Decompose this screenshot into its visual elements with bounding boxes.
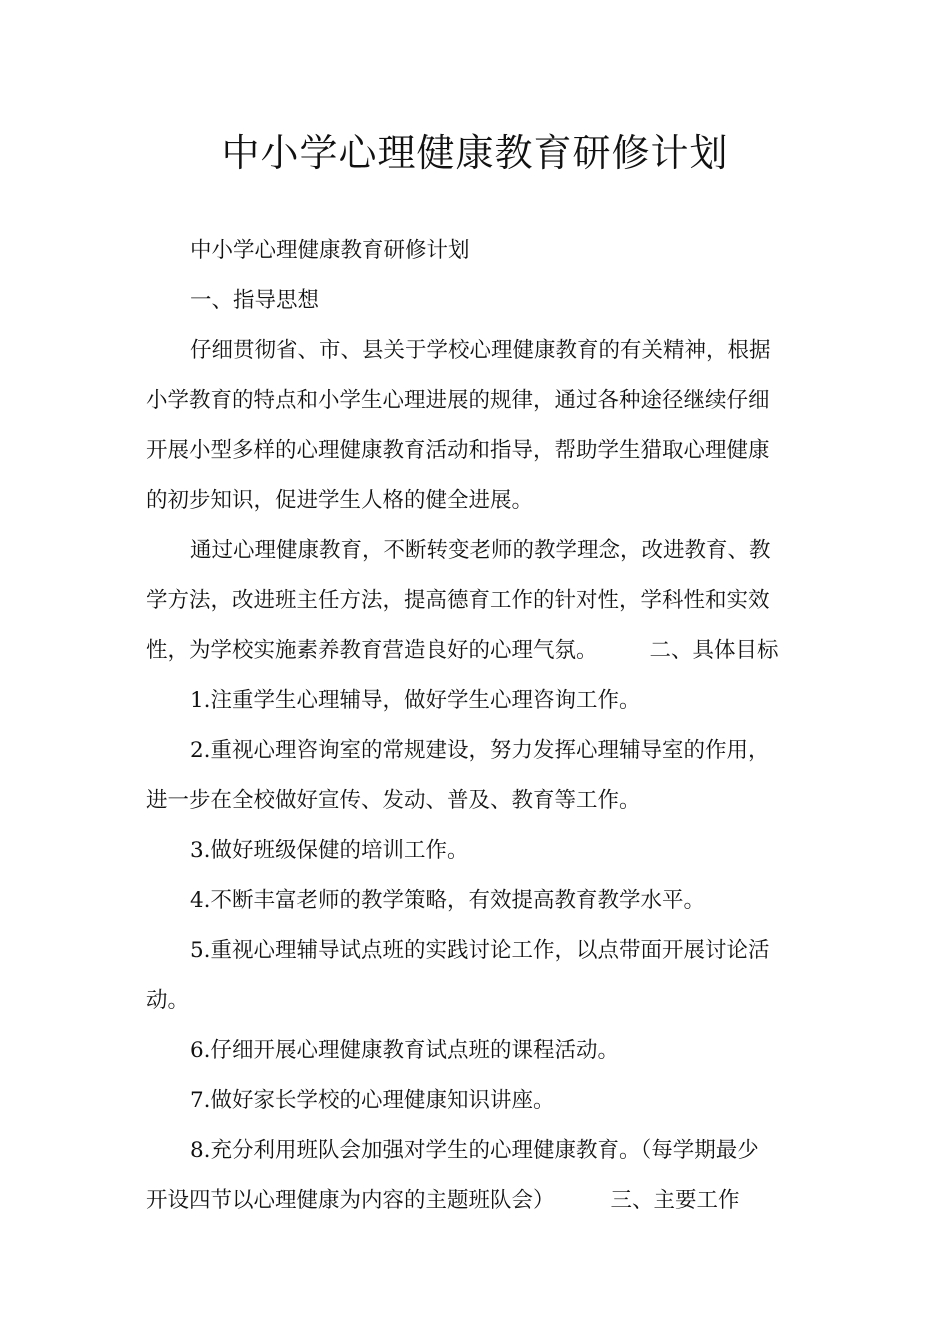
list-item: 8.充分利用班队会加强对学生的心理健康教育。（每学期最少 <box>190 1138 759 1163</box>
paragraph-line: 学方法，改进班主任方法，提高德育工作的针对性，学科性和实效 <box>146 588 770 613</box>
list-item: 2.重视心理咨询室的常规建设，努力发挥心理辅导室的作用， <box>190 738 770 763</box>
list-item: 3.做好班级保健的培训工作。 <box>190 838 469 863</box>
section-heading: 二、具体目标 <box>649 638 779 663</box>
paragraph-line <box>146 626 806 676</box>
list-item: 4.不断丰富老师的教学策略，有效提高教育教学水平。 <box>190 888 706 913</box>
paragraph-text: 性，为学校实施素养教育营造良好的心理气氛。 <box>146 638 598 663</box>
section-heading: 三、主要工作 <box>610 1188 740 1213</box>
list-item: 7.做好家长学校的心理健康知识讲座。 <box>190 1088 555 1113</box>
paragraph-line: 的初步知识，促进学生人格的健全进展。 <box>146 488 534 513</box>
list-item: 6.仔细开展心理健康教育试点班的课程活动。 <box>190 1038 620 1063</box>
paragraph-line: 小学教育的特点和小学生心理进展的规律，通过各种途径继续仔细 <box>146 388 770 413</box>
document-title: 中小学心理健康教育研修计划 <box>221 131 729 175</box>
paragraph-line: 开展小型多样的心理健康教育活动和指导，帮助学生猎取心理健康 <box>146 438 770 463</box>
section-heading: 一、指导思想 <box>190 288 320 313</box>
list-item-continuation: 进一步在全校做好宣传、发动、普及、教育等工作。 <box>146 788 641 813</box>
list-item-continuation <box>146 1176 806 1226</box>
paragraph-text: 开设四节以心理健康为内容的主题班队会） <box>146 1188 555 1213</box>
paragraph-line: 仔细贯彻省、市、县关于学校心理健康教育的有关精神，根据 <box>190 338 771 363</box>
list-item-continuation: 动。 <box>146 988 190 1013</box>
list-item: 5.重视心理辅导试点班的实践讨论工作，以点带面开展讨论活 <box>190 938 770 963</box>
subtitle-line: 中小学心理健康教育研修计划 <box>190 238 470 263</box>
list-item: 1.注重学生心理辅导，做好学生心理咨询工作。 <box>190 688 641 713</box>
document-body <box>146 226 806 1226</box>
paragraph-line: 通过心理健康教育，不断转变老师的教学理念，改进教育、教 <box>190 538 771 563</box>
